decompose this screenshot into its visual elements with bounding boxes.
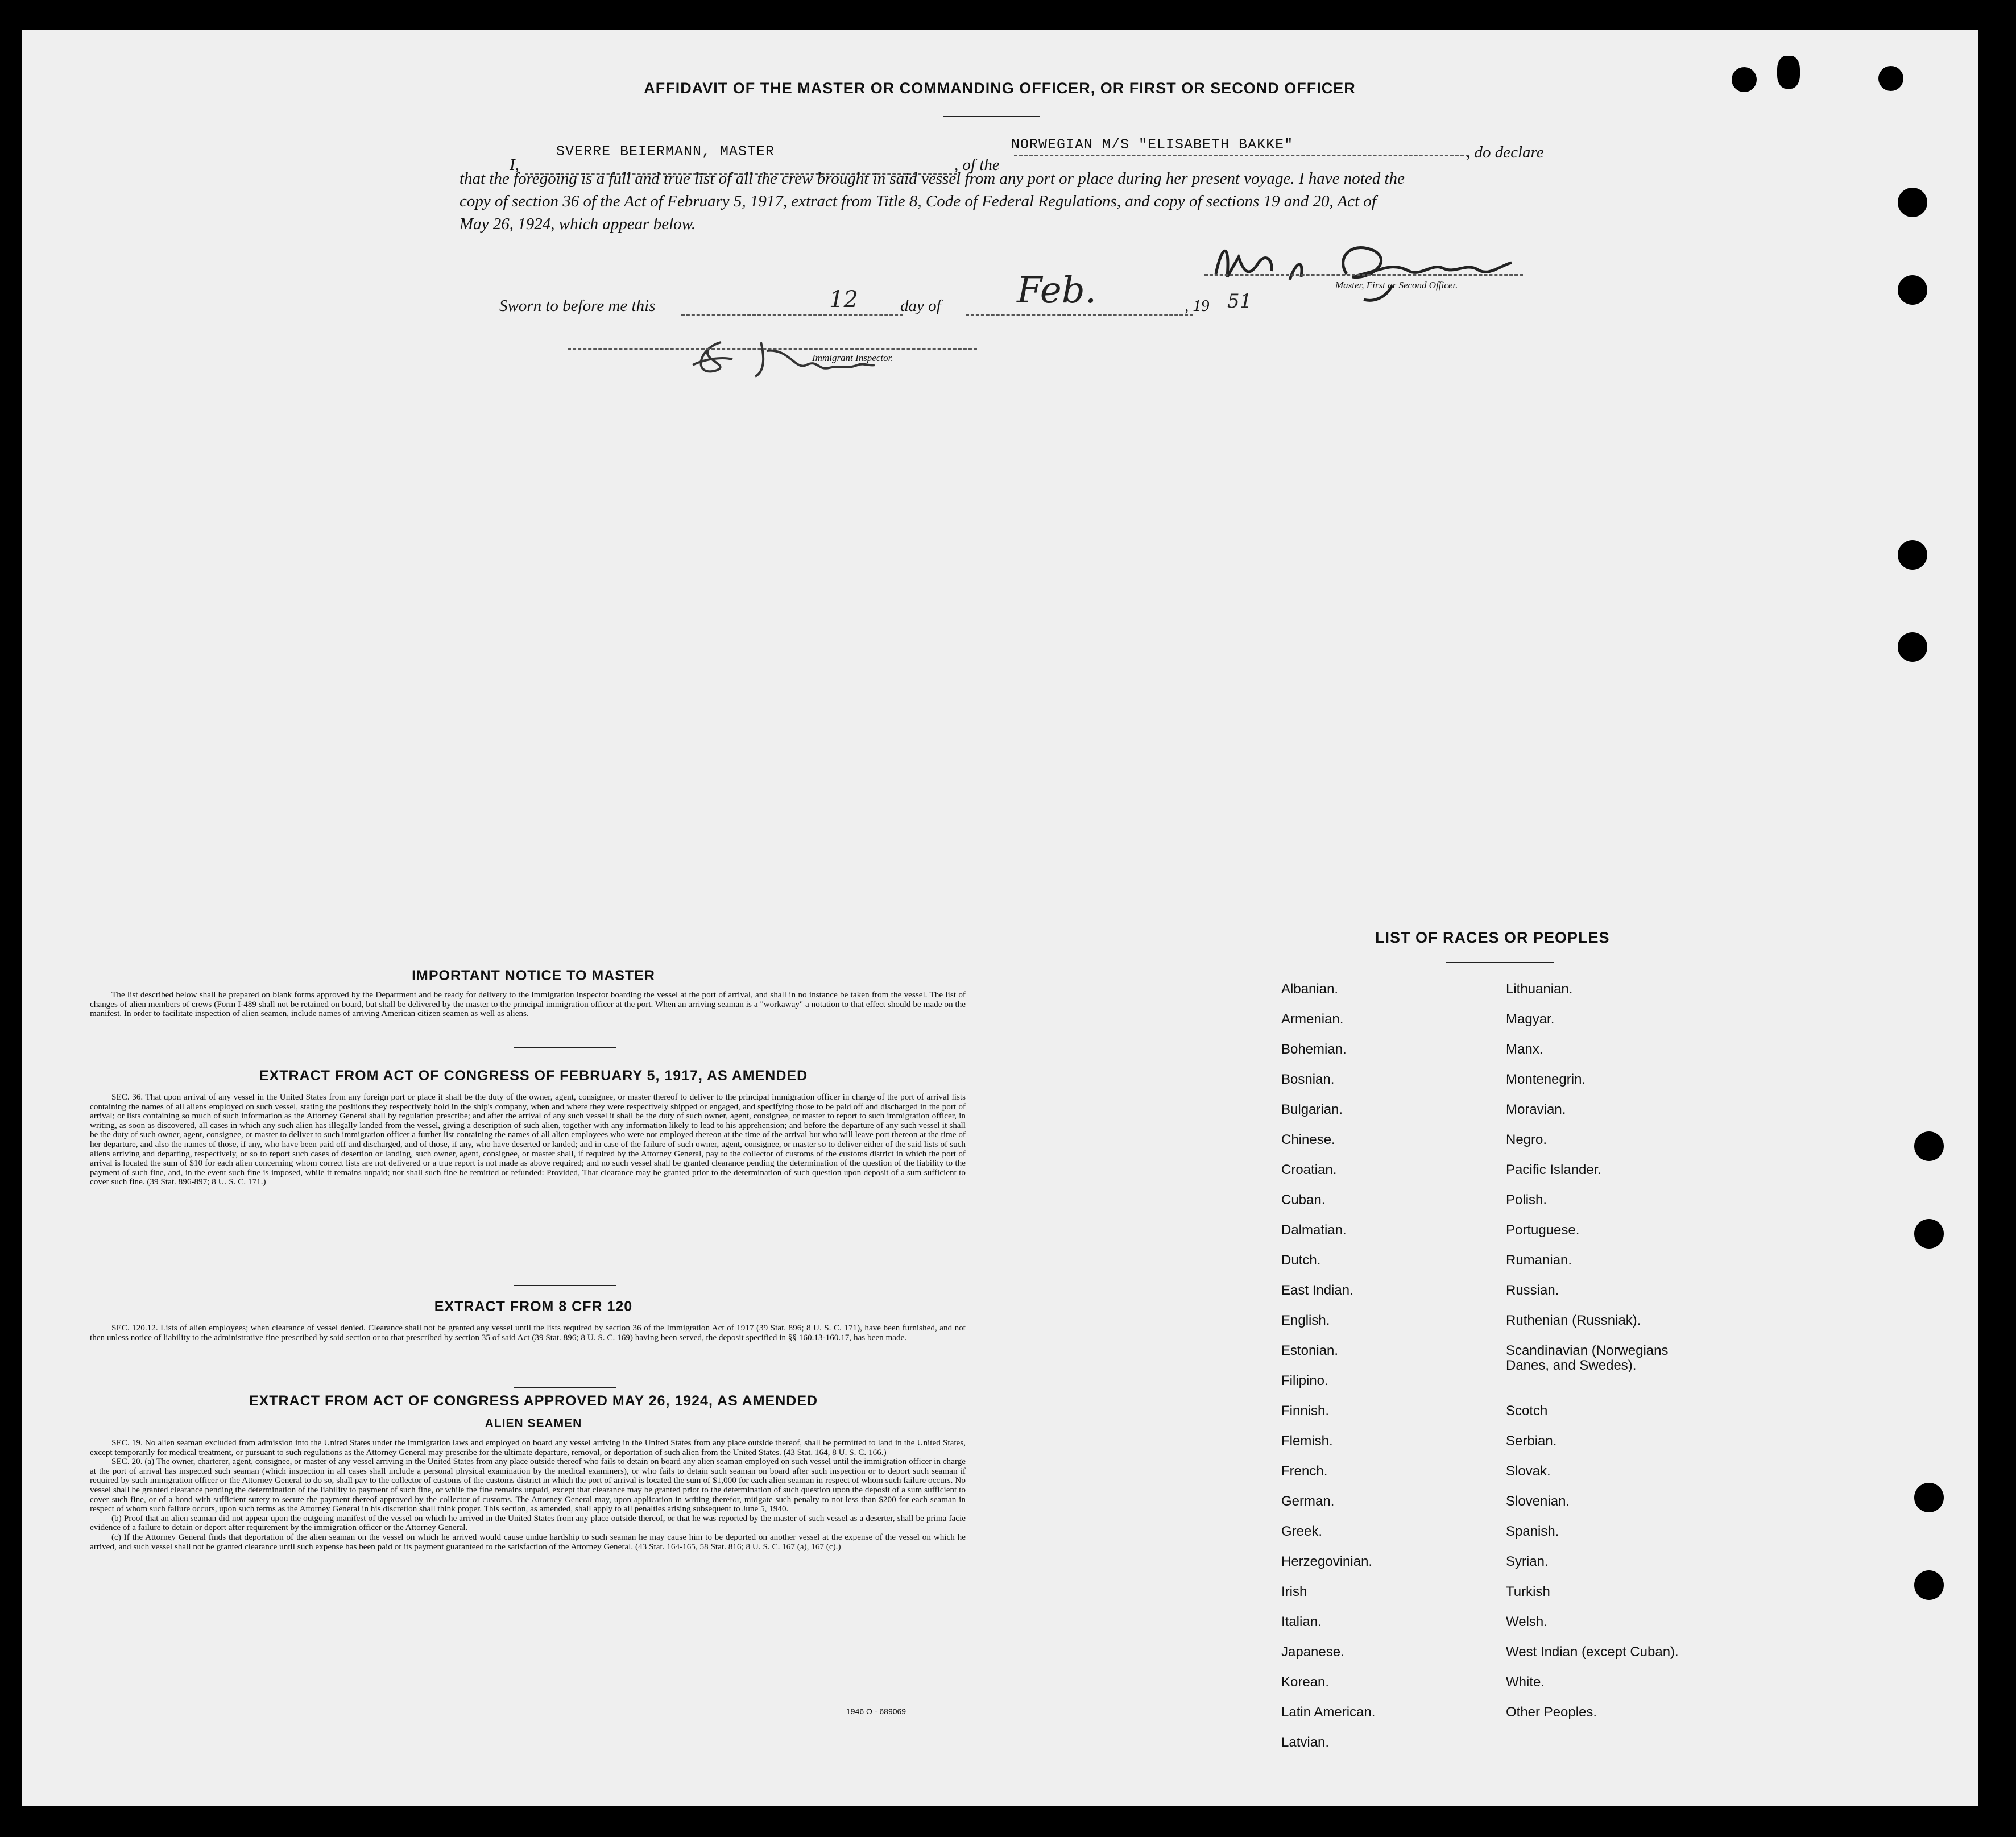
extract-8cfr-paragraph: SEC. 120.12. Lists of alien employees; when clearance of vessel denied. Clearance shall not be granted any vessel until the lists required by section 36 of the Immigration Act of 1917 (39 Stat. 896; 8 U. S. C. 171), have been furnished, and not then unless notice of liability to the administrative fine prescribed by said section or to that prescribed by section 35 of said Act (39 Stat. 896; 8 U. S. C. 169) having been served, the deposit specified in §§ 160.13-160.17, has been made. bbox=[90, 1323, 966, 1342]
sec-19-paragraph: SEC. 19. No alien seaman excluded from admission into the United States under the immigration laws and employed on board any vessel arriving in the United States from any place outside thereof, shall be permitted to land in the United States, except temporarily for medical treatment, or pursuant to such regulations as the Attorney General may prescribe for the ultimate departure, removal, or deportation of such alien from the United States. (43 Stat. 164, 8 U. S. C. 166.) bbox=[90, 1438, 966, 1457]
races-right-column bbox=[1506, 982, 1679, 1735]
of-the-label: , of the bbox=[954, 156, 1000, 174]
extract-1924-text bbox=[90, 1438, 966, 1552]
race-item: Welsh. bbox=[1506, 1614, 1547, 1629]
race-item: Italian. bbox=[1281, 1614, 1322, 1629]
divider-3 bbox=[514, 1387, 616, 1388]
race-item: Herzegovinian. bbox=[1281, 1554, 1373, 1569]
divider-2 bbox=[514, 1285, 616, 1286]
race-item: Turkish bbox=[1506, 1584, 1550, 1599]
sec-20c-paragraph: (c) If the Attorney General finds that deportation of the alien seaman on the vessel on which he arrived would cause undue hardship to such seaman he may cause him to be deported on another vessel at the expense of the vessel on which he arrived, and such vessel shall not be granted clearance until such expense has been paid or its payment guaranteed to the satisfaction of the Attorney General. (43 Stat. 164-165, 58 Stat. 816; 8 U. S. C. 167 (a), 167 (c).) bbox=[90, 1532, 966, 1552]
day-of-label: day of bbox=[900, 297, 941, 315]
extract-1917-title: EXTRACT FROM ACT OF CONGRESS OF FEBRUARY 5, 1917, AS AMENDED bbox=[259, 1068, 808, 1084]
inspector-signature-line bbox=[568, 348, 977, 350]
extract-1924-subtitle: ALIEN SEAMEN bbox=[485, 1417, 582, 1430]
race-item: Syrian. bbox=[1506, 1554, 1549, 1569]
vessel-name: NORWEGIAN M/S "ELISABETH BAKKE" bbox=[1011, 136, 1294, 153]
race-item: Portuguese. bbox=[1506, 1222, 1580, 1238]
punch-hole bbox=[1898, 275, 1927, 305]
race-item: Slovenian. bbox=[1506, 1494, 1570, 1509]
extract-8cfr-text bbox=[90, 1324, 966, 1342]
master-signature bbox=[1204, 223, 1523, 308]
race-item: Bohemian. bbox=[1281, 1042, 1347, 1057]
punch-hole bbox=[1914, 1483, 1944, 1512]
race-item: Irish bbox=[1281, 1584, 1307, 1599]
race-item: Bulgarian. bbox=[1281, 1102, 1343, 1117]
race-item: Dalmatian. bbox=[1281, 1222, 1347, 1238]
race-item: Filipino. bbox=[1281, 1373, 1328, 1388]
race-item: Scotch bbox=[1506, 1403, 1548, 1419]
races-left-column bbox=[1281, 982, 1375, 1765]
punch-hole bbox=[1898, 188, 1927, 217]
race-item: Flemish. bbox=[1281, 1433, 1333, 1449]
race-item: Korean. bbox=[1281, 1674, 1330, 1690]
sworn-day: 12 bbox=[829, 287, 858, 313]
race-item: Scandinavian (Norwegians Danes, and Swedes). bbox=[1506, 1343, 1669, 1373]
sworn-day-line bbox=[681, 314, 903, 316]
title-divider bbox=[943, 116, 1040, 117]
race-item: Moravian. bbox=[1506, 1102, 1566, 1117]
vessel-name-line bbox=[1014, 155, 1469, 156]
race-item: Bosnian. bbox=[1281, 1072, 1335, 1087]
i-label: I, bbox=[510, 156, 519, 174]
race-item: Rumanian. bbox=[1506, 1253, 1572, 1268]
race-item: Negro. bbox=[1506, 1132, 1547, 1147]
race-item: Latin American. bbox=[1281, 1705, 1376, 1720]
affidavit-title: AFFIDAVIT OF THE MASTER OR COMMANDING OFFICER, OR FIRST OR SECOND OFFICER bbox=[644, 80, 1356, 97]
race-item: Croatian. bbox=[1281, 1162, 1337, 1177]
race-item: Armenian. bbox=[1281, 1011, 1344, 1027]
divider-1 bbox=[514, 1047, 616, 1048]
race-item: Japanese. bbox=[1281, 1644, 1344, 1660]
punch-hole bbox=[1777, 56, 1800, 89]
print-code: 1946 O - 689069 bbox=[846, 1707, 906, 1716]
officer-caption: Master, First or Second Officer. bbox=[1335, 280, 1458, 291]
sworn-month: Feb. bbox=[1017, 269, 1097, 312]
notice-paragraph: The list described below shall be prepared on blank forms approved by the Department and be ready for delivery to the immigration inspector boarding the vessel at the port of arrival, and shall in no instance be taken from the vessel. The list of changes of alien members of crews (Form I-489 shall not be retained on board, but shall be delivered by the master to the principal immigration officer at the port. When an arriving seaman is a "workaway" a notation to that effect should be made on the manifest. In order to facilitate inspection of alien seamen, include names of arriving American citizen seamen as well as aliens. bbox=[90, 990, 966, 1019]
officer-signature-line bbox=[1204, 274, 1523, 276]
punch-hole bbox=[1914, 1219, 1944, 1249]
extract-1917-text bbox=[90, 1093, 966, 1187]
affidavit-line-3: copy of section 36 of the Act of February 5, 1917, extract from Title 8, Code of Federal Regulations, and copy of sections 19 and 20, Act of bbox=[460, 192, 1376, 210]
race-item: Montenegrin. bbox=[1506, 1072, 1586, 1087]
year-prefix: , 19 bbox=[1185, 297, 1210, 315]
race-item: Magyar. bbox=[1506, 1011, 1555, 1027]
sworn-label: Sworn to before me this bbox=[499, 297, 656, 315]
race-item: Chinese. bbox=[1281, 1132, 1335, 1147]
race-item: English. bbox=[1281, 1313, 1330, 1328]
race-item: Dutch. bbox=[1281, 1253, 1321, 1268]
race-item: Estonian. bbox=[1281, 1343, 1339, 1358]
document-page bbox=[22, 30, 1978, 1806]
race-item: Slovak. bbox=[1506, 1463, 1551, 1479]
races-divider bbox=[1446, 962, 1554, 963]
race-item: Serbian. bbox=[1506, 1433, 1557, 1449]
punch-hole bbox=[1898, 540, 1927, 570]
extract-1924-title: EXTRACT FROM ACT OF CONGRESS APPROVED MAY 26, 1924, AS AMENDED bbox=[249, 1393, 818, 1409]
punch-hole bbox=[1878, 66, 1903, 91]
punch-hole bbox=[1898, 632, 1927, 662]
extract-1917-paragraph: SEC. 36. That upon arrival of any vessel in the United States from any foreign port or place it shall be the duty of the owner, agent, consignee, or master thereof to deliver to the principal immigration officer in charge of the port of arrival lists containing the names of all aliens employed on such vessel, stating the positions they respectively hold in the ship's company, when and where they were respectively shipped or engaged, and specifying those to be paid off and discharged in the port of arrival; or lists containing so much of such information as the Attorney General shall by regulation prescribe; and after the arrival of any such vessel it shall be the duty of such owner, agent, consignee, or master to report to such immigration officer, in writing, as soon as discovered, all cases in which any such alien has illegally landed from the vessel, giving a description of such alien, together with any information likely to lead to his apprehension; and before the departure of any such vessel it shall be the duty of such owner, agent, consignee, or master to deliver to such immigration officer a further list containing the names of all alien employees who were not employed thereon at the time of the arrival but who will leave port thereon at the time of her departure, and also the names of those, if any, who have been paid off and discharged, and of those, if any, who have deserted or landed; and in case of the failure of such owner, agent, consignee, or master so to deliver either of the said lists of such aliens arriving and departing, respectively, or so to report such cases of desertion or landing, such owner, agent, consignee, or master shall, if required by the Attorney General, pay to the collector of customs of the customs district in which the port of arrival is located the sum of $10 for each alien concerning whom correct lists are not delivered or a true report is not made as above required; and no such vessel shall be granted clearance pending the determination of the question of the liability to the payment of such fine, and, in the event such fine is imposed, while it remains unpaid; nor shall such fine be remitted or refunded: Provided, That clearance may be granted prior to the determination of such question upon deposit of a sum sufficient to cover such fine. (39 Stat. 896-897; 8 U. S. C. 171.) bbox=[90, 1092, 966, 1187]
race-item: German. bbox=[1281, 1494, 1335, 1509]
punch-hole bbox=[1914, 1570, 1944, 1600]
affidavit-line-4: May 26, 1924, which appear below. bbox=[460, 215, 696, 233]
race-item: Greek. bbox=[1281, 1524, 1323, 1539]
race-item: East Indian. bbox=[1281, 1283, 1353, 1298]
sec-20a-paragraph: SEC. 20. (a) The owner, charterer, agent, consignee, or master of any vessel arriving in the United States from any place outside thereof who fails to detain on board any alien seaman employed on such vessel until the immigration officer in charge at the port of arrival has inspected such seaman (which inspection in all cases shall include a personal physical examination by the medical examiners), or who fails to detain such seaman on board after such inspection or to deport such seaman if required by such immigration officer or the Attorney General to do so, shall pay to the collector of customs of the customs district in which the port of arrival is located the sum of $1,000 for each alien seaman in respect of whom such failure occurs. No vessel shall be granted clearance pending the determination of the liability to payment of such fine, or while the fine remains unpaid, except that clearance may be granted prior to the determination of such question upon the deposit of a sum sufficient to cover such fine, or of a bond with sufficient surety to secure the payment thereof approved by the collector of customs. The Attorney General may, upon application in writing therefor, mitigate such penalty to not less than $200 for each seaman in respect of whom such failure occurs, upon such terms as the Attorney General in his discretion shall think proper. This section, as amended, shall apply to all penalties arising subsequent to June 5, 1940. bbox=[90, 1457, 966, 1514]
notice-title: IMPORTANT NOTICE TO MASTER bbox=[412, 968, 655, 984]
race-item: Spanish. bbox=[1506, 1524, 1559, 1539]
punch-hole bbox=[1732, 67, 1757, 92]
affidavit-line-2: that the foregoing is a full and true list of all the crew brought in said vessel from any port or place during her present voyage. I have noted the bbox=[460, 169, 1405, 188]
extract-8cfr-title: EXTRACT FROM 8 CFR 120 bbox=[434, 1299, 633, 1314]
notice-text bbox=[90, 990, 966, 1019]
race-item: Polish. bbox=[1506, 1192, 1547, 1208]
race-item: Pacific Islander. bbox=[1506, 1162, 1602, 1177]
race-item: Latvian. bbox=[1281, 1735, 1330, 1750]
race-item: Ruthenian (Russniak). bbox=[1506, 1313, 1641, 1328]
sec-20b-paragraph: (b) Proof that an alien seaman did not appear upon the outgoing manifest of the vessel on which he arrived in the United States from any place outside thereof, or that he was reported by the master of such vessel as a deserter, shall be prima facie evidence of a failure to detain or deport after requirement by the immigration officer or the Attorney General. bbox=[90, 1513, 966, 1533]
race-item: Albanian. bbox=[1281, 981, 1339, 997]
race-item: Cuban. bbox=[1281, 1192, 1326, 1208]
race-item: White. bbox=[1506, 1674, 1545, 1690]
races-title: LIST OF RACES OR PEOPLES bbox=[1375, 929, 1610, 946]
race-item: Russian. bbox=[1506, 1283, 1559, 1298]
race-item: Other Peoples. bbox=[1506, 1705, 1597, 1720]
race-item: Lithuanian. bbox=[1506, 981, 1573, 997]
inspector-caption: Immigrant Inspector. bbox=[812, 353, 893, 363]
race-item: Manx. bbox=[1506, 1042, 1543, 1057]
race-item: Finnish. bbox=[1281, 1403, 1330, 1419]
sworn-year: 51 bbox=[1227, 290, 1252, 313]
punch-hole bbox=[1914, 1131, 1944, 1161]
master-name: SVERRE BEIERMANN, MASTER bbox=[556, 143, 775, 160]
sworn-month-line bbox=[966, 314, 1193, 316]
race-item: French. bbox=[1281, 1463, 1328, 1479]
race-item: West Indian (except Cuban). bbox=[1506, 1644, 1679, 1660]
do-declare-label: , do declare bbox=[1466, 143, 1544, 161]
